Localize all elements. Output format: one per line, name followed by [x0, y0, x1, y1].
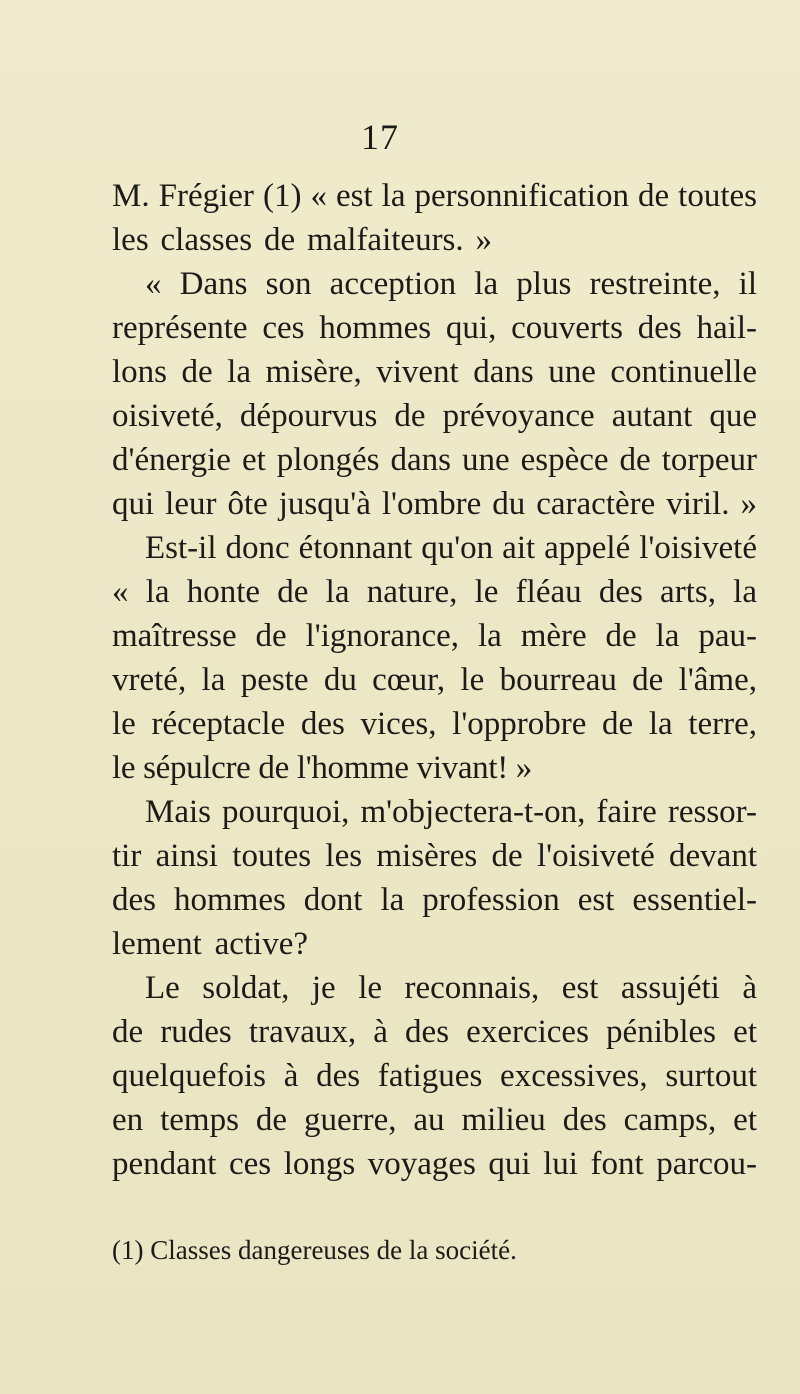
text-line: « la honte de la nature, le fléau des arts, la [112, 574, 757, 610]
text-line: d'énergie et plongés dans une espèce de torpeur [112, 442, 757, 478]
text-line: qui leur ôte jusqu'à l'ombre du caractère viril. » [112, 486, 757, 522]
text-line: en temps de guerre, au milieu des camps, et [112, 1102, 757, 1138]
text-line: Mais pourquoi, m'objectera-t-on, faire ressor- [145, 794, 757, 830]
text-line: lons de la misère, vivent dans une continuelle [112, 354, 757, 390]
text-line: « Dans son acception la plus restreinte, il [145, 266, 757, 302]
text-line: représente ces hommes qui, couverts des hail- [112, 310, 757, 346]
text-line: les classes de malfaiteurs. » [112, 222, 492, 258]
text-line: de rudes travaux, à des exercices pénibles et [112, 1014, 757, 1050]
text-line: Le soldat, je le reconnais, est assujéti à [145, 970, 757, 1006]
text-line: M. Frégier (1) « est la personnification de toutes [112, 178, 757, 214]
page-number: 17 [361, 117, 399, 157]
text-line: des hommes dont la profession est essentiel- [112, 882, 757, 918]
text-line: pendant ces longs voyages qui lui font parcou- [112, 1146, 757, 1182]
text-line: le sépulcre de l'homme vivant! » [112, 750, 532, 786]
text-line: tir ainsi toutes les misères de l'oisiveté devant [112, 838, 757, 874]
text-line: vreté, la peste du cœur, le bourreau de l'âme, [112, 662, 757, 698]
text-line: lement active? [112, 926, 308, 962]
text-line: oisiveté, dépourvus de prévoyance autant que [112, 398, 757, 434]
text-line: quelquefois à des fatigues excessives, surtout [112, 1058, 757, 1094]
text-line: maîtresse de l'ignorance, la mère de la pau- [112, 618, 757, 654]
text-line: Est-il donc étonnant qu'on ait appelé l'oisiveté [145, 530, 757, 566]
text-line: le réceptacle des vices, l'opprobre de la terre, [112, 706, 757, 742]
footnote: (1) Classes dangereuses de la société. [112, 1235, 517, 1265]
